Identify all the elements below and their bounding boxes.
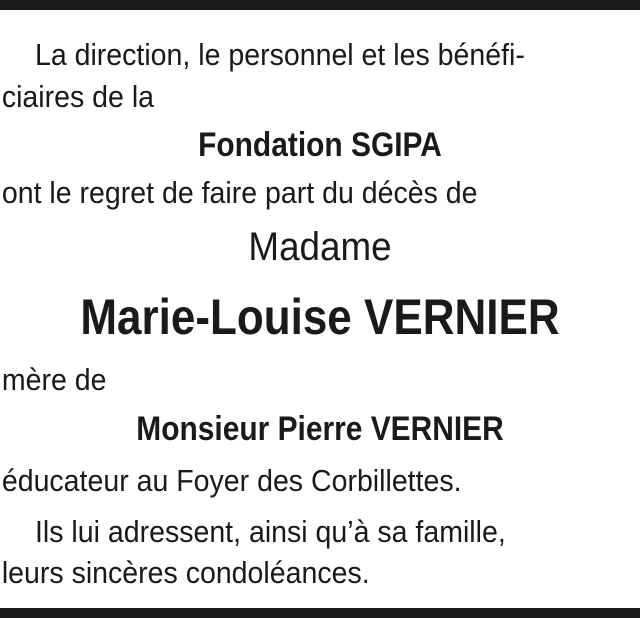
deceased-name: Marie-Louise VERNIER [80,289,560,345]
top-border-rule [0,0,640,10]
relation-text: mère de [1,362,107,397]
bottom-border-rule [0,608,640,618]
announcement-line: ont le regret de faire part du décès de [1,175,478,210]
relative-name: Monsieur Pierre VERNIER [136,410,504,448]
honorific-title: Madame [248,225,392,269]
intro-line-2: ciaires de la [1,79,155,114]
relative-role: éducateur au Foyer des Corbillettes. [1,463,462,498]
organization-name: Fondation SGIPA [198,126,442,164]
intro-line-1: La direction, le personnel et les bénéfi- [34,37,525,72]
closing-line-2: leurs sincères condoléances. [1,555,370,590]
closing-line-1: Ils lui adressent, ainsi qu’à sa famille, [34,514,506,549]
